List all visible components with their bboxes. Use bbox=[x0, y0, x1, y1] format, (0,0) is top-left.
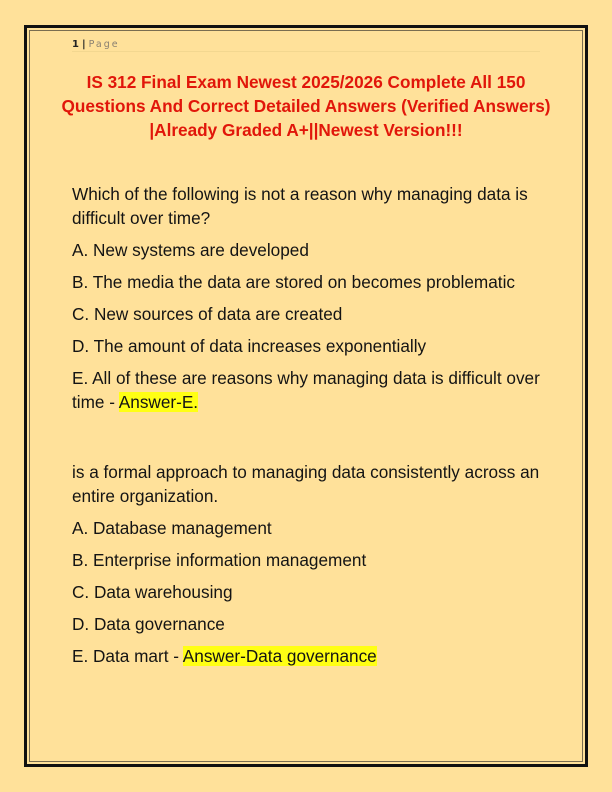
page-label: Page bbox=[88, 38, 120, 50]
document-body bbox=[72, 182, 552, 676]
option-c: C. Data warehousing bbox=[72, 582, 233, 602]
page-number: 1 bbox=[72, 38, 79, 50]
option-a: A. New systems are developed bbox=[72, 240, 309, 260]
question-text: is a formal approach to managing data consistently across an entire organization. bbox=[72, 462, 540, 506]
document-title: IS 312 Final Exam Newest 2025/2026 Complete All 150 Questions And Correct Detailed Answers (Verified Answers) |Already Graded A+||Newest Version!!! bbox=[61, 72, 551, 140]
option-c: C. New sources of data are created bbox=[72, 304, 343, 324]
option-e-text: E. All of these are reasons why managing data is difficult over time - bbox=[72, 368, 540, 412]
answer-highlight: Answer-Data governance bbox=[182, 646, 377, 666]
answer-highlight: Answer-E. bbox=[118, 392, 199, 412]
question-1 bbox=[72, 182, 552, 414]
option-e-text: E. Data mart - bbox=[72, 646, 183, 666]
option-d: D. The amount of data increases exponentially bbox=[72, 336, 427, 356]
option-a: A. Database management bbox=[72, 518, 272, 538]
page-separator: | bbox=[81, 38, 86, 50]
option-b: B. Enterprise information management bbox=[72, 550, 367, 570]
option-e bbox=[72, 366, 552, 414]
page-header bbox=[72, 37, 540, 52]
option-e bbox=[72, 644, 552, 668]
option-b: B. The media the data are stored on becomes problematic bbox=[72, 272, 515, 292]
question-2 bbox=[72, 460, 552, 668]
question-text: Which of the following is not a reason why managing data is difficult over time? bbox=[72, 184, 528, 228]
option-d: D. Data governance bbox=[72, 614, 225, 634]
